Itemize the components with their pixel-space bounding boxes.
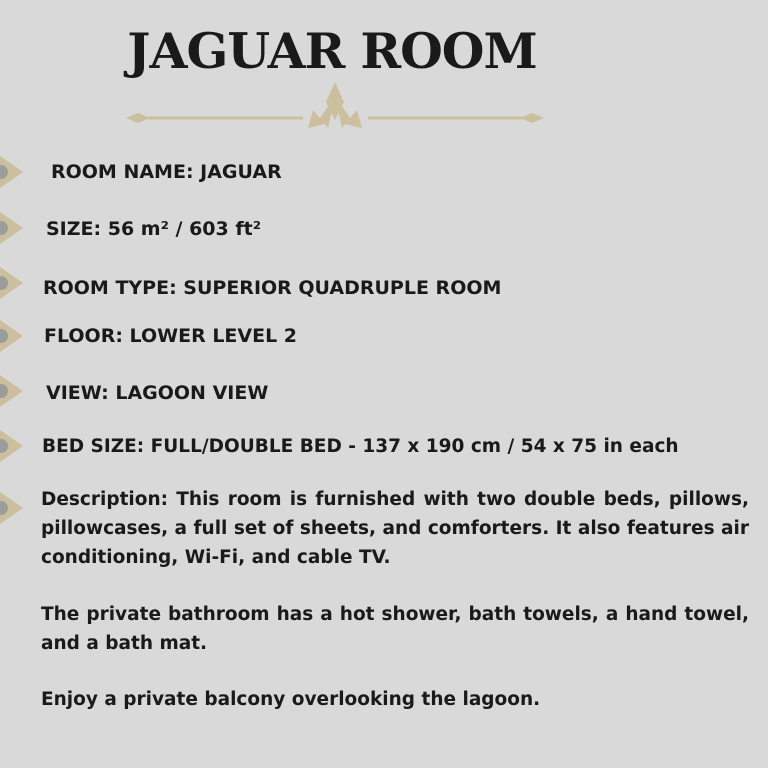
- balcony-paragraph: Enjoy a private balcony overlooking the lagoon.: [41, 689, 541, 710]
- page-title: JAGUAR ROOM: [127, 22, 537, 80]
- ornament-divider-icon: [120, 80, 550, 134]
- chevron-bullet-icon: [0, 154, 24, 190]
- room-name-line: ROOM NAME: JAGUAR: [51, 161, 282, 183]
- view-line: VIEW: LAGOON VIEW: [46, 382, 269, 404]
- chevron-bullet-icon: [0, 210, 24, 246]
- chevron-bullet-icon: [0, 490, 24, 526]
- room-type-line: ROOM TYPE: SUPERIOR QUADRUPLE ROOM: [43, 277, 502, 299]
- size-line: SIZE: 56 m² / 603 ft²: [46, 218, 262, 240]
- chevron-bullet-icon: [0, 428, 24, 464]
- chevron-bullet-icon: [0, 265, 24, 301]
- bed-size-line: BED SIZE: FULL/DOUBLE BED - 137 x 190 cm / 54 x 75 in each: [42, 436, 679, 457]
- floor-line: FLOOR: LOWER LEVEL 2: [44, 325, 298, 347]
- bathroom-paragraph: The private bathroom has a hot shower, bath towels, a hand towel, and a bath mat.: [41, 604, 749, 654]
- chevron-bullet-icon: [0, 373, 24, 409]
- description-paragraph: Description: This room is furnished with two double beds, pillows, pillowcases, a full set of sheets, and comforters. It also features air conditioning, Wi-Fi, and cable TV.: [41, 489, 749, 568]
- chevron-bullet-icon: [0, 318, 24, 354]
